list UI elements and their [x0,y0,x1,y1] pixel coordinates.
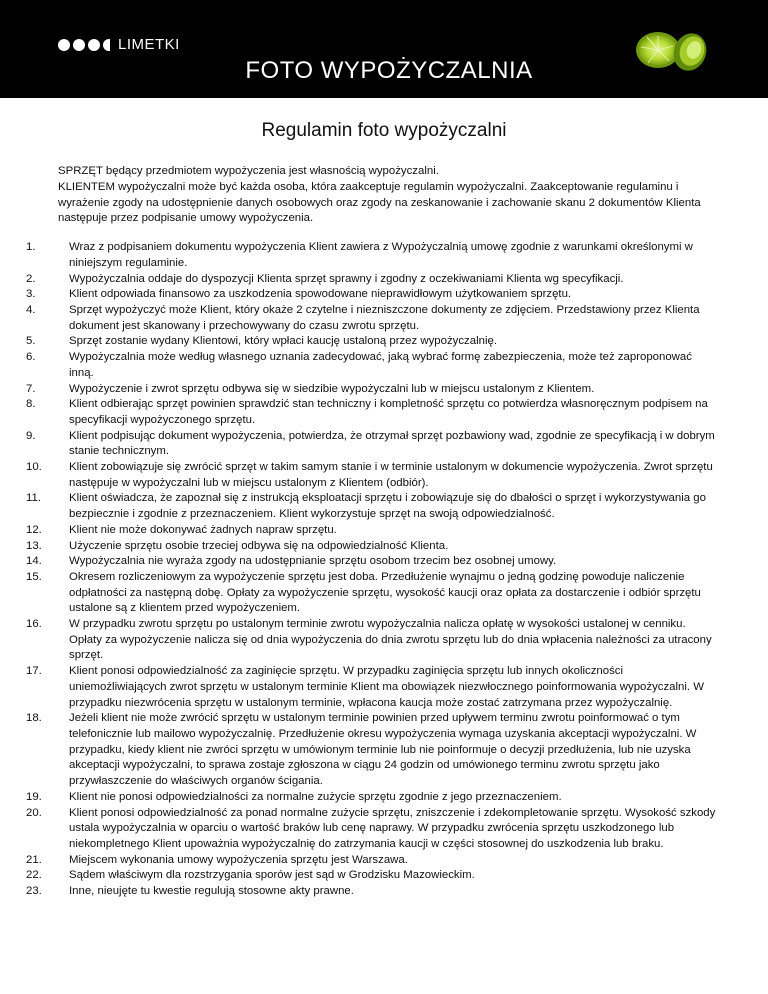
list-item [26,790,718,806]
item-number: 11. [26,492,41,505]
list-item [26,711,718,790]
item-text: Klient nie może dokonywać żadnych napraw sprzętu. [69,523,337,536]
item-number: 2. [26,272,36,285]
item-text: Klient nie ponosi odpowiedzialności za normalne zużycie sprzętu zgodnie z jego przeznaczeniem. [69,790,562,803]
list-item [26,806,718,853]
item-number: 15. [26,570,42,583]
list-item [26,868,718,884]
list-item [26,884,718,900]
intro-block [58,164,710,227]
rules-list [26,240,718,900]
item-number: 4. [26,304,36,316]
item-text: Klient ponosi odpowiedzialność za zaginięcie sprzętu. W przypadku zaginięcia sprzętu lub innych okoliczności uniemożliwiających zwrot sprzętu w ustalonym terminie Klient ma obowiązek niezwłocznego poinformowania wypożyczalni. W przypadku niezwrócenia sprzętu w ustalonym terminie, wpłacona kaucja może zostać zatrzymana przez wypożyczalnię. [69,665,704,709]
item-text: Klient zobowiązuje się zwrócić sprzęt w takim samym stanie i w terminie ustalonym w dokumencie wypożyczenia. Zwrot sprzętu następuje w wypożyczalni lub w miejscu ustalonym z Klientem (odbiór). [69,461,713,489]
item-number: 12. [26,523,42,536]
item-number: 16. [26,618,42,631]
intro-paragraph: SPRZĘT będący przedmiotem wypożyczenia jest własnością wypożyczalni. [58,165,439,177]
item-number: 19. [26,790,42,803]
item-text: Wypożyczalnia może według własnego uznania zadecydować, jaką wybrać formę zabezpieczenia, może też zaproponować inną. [69,351,692,379]
list-item [26,397,718,428]
logo-half-dot-icon [103,39,110,51]
banner-title: FOTO WYPOŻYCZALNIA [245,57,533,84]
list-item [26,287,718,303]
item-text: Wypożyczalnia nie wyraża zgody na udostępnianie sprzętu osobom trzecim bez osobnej umowy. [69,555,557,568]
brand-logo [58,36,180,53]
item-text: Sądem właściwym dla rozstrzygania sporów jest sąd w Grodzisku Mazowieckim. [69,869,475,882]
item-text: Miejscem wykonania umowy wypożyczenia sprzętu jest Warszawa. [69,853,408,866]
list-item [26,554,718,570]
item-text: Wraz z podpisaniem dokumentu wypożyczenia Klient zawiera z Wypożyczalnią umowę zgodnie z warunkami określonymi w niniejszym regulaminie. [69,241,693,269]
item-text: Sprzęt wypożyczyć może Klient, który okaże 2 czytelne i niezniszczone dokumenty ze zdjęciem. Przedstawiony przez Klienta dokument jest skanowany i przechowywany do czasu zwrotu sprzętu. [69,304,700,332]
item-number: 23. [26,885,42,898]
lime-slices-icon [628,20,718,76]
list-item [26,240,718,271]
list-item [26,382,718,398]
item-text: Klient ponosi odpowiedzialność za ponad normalne zużycie sprzętu, zniszczenie i zdekompletowanie sprzętu. Wysokość szkody ustala wypożyczalnia w oparciu o wartość braków lub cenę naprawy. W przypadku zwrócenia sprzętu uszkodzonego lub niekompletnego Klient upoważnia wypożyczalnię do zatrzymania kaucji w części stosownej do uszkodzenia lub braku. [69,806,716,850]
brand-name: LIMETKI [118,36,180,53]
item-text: Klient odpowiada finansowo za uszkodzenia spowodowane nieprawidłowym użytkowaniem sprzętu. [69,288,572,301]
item-number: 9. [26,429,36,442]
item-number: 1. [26,241,36,254]
list-item [26,334,718,350]
item-number: 7. [26,382,36,395]
list-item [26,664,718,711]
intro-paragraph: KLIENTEM wypożyczalni może być każda osoba, która zaakceptuje regulamin wypożyczalni. Zaakceptowanie regulaminu i wyrażenie zgody na udostępnienie danych osobowych oraz zgody na zeskanowanie i zachowanie skanu 2 dokumentów Klienta następuje przez podpisanie umowy wypożyczenia. [58,180,701,225]
item-text: W przypadku zwrotu sprzętu po ustalonym terminie zwrotu wypożyczalnia nalicza opłatę w wysokości ustalonej w cenniku. Opłaty za wypożyczenie nalicza się od dnia wypożyczenia do dnia zwrotu sprzętu lub do dnia wpłacenia należności za utracony sprzęt. [69,618,712,662]
list-item [26,853,718,869]
item-text: Inne, nieujęte tu kwestie regulują stosowne akty prawne. [69,885,354,898]
header-banner [0,0,768,98]
item-text: Jeżeli klient nie może zwrócić sprzętu w ustalonym terminie powinien przed upływem terminu zwrotu poinformować o tym telefonicznie lub mailowo wypożyczalnię. Przedłużenie okresu wypożyczenia wymaga uzyskania akceptacji wypożyczalni. W przypadku, kiedy klient nie zwróci sprzętu w umówionym terminie lub nie poinformuje o decyzji przedłużenia, lub nie uzyska akceptacji wypożyczalni, to sprawa zostaje zgłoszona w ciągu 24 godzin od umówionego terminu zwrotu sprzętu jako przywłaszczenie do właściwych organów ścigania. [69,712,697,788]
page-title: Regulamin foto wypożyczalni [261,120,507,141]
item-number: 18. [26,712,42,725]
item-number: 3. [26,288,36,301]
item-text: Klient odbierając sprzęt powinien sprawdzić stan techniczny i kompletność sprzętu co potwierdza własnoręcznym podpisem na specyfikacji wypożyczonego sprzętu. [69,398,708,426]
list-item [26,460,718,491]
list-item [26,491,718,522]
list-item [26,570,718,617]
item-text: Okresem rozliczeniowym za wypożyczenie sprzętu jest doba. Przedłużenie wynajmu o jedną godzinę powoduje naliczenie odpłatności za następną dobę. Opłaty za wypożyczenie sprzętu, wysokość kaucji oraz opłata za dostarczenie i odbiór sprzętu ustalone są z klientem przed wypożyczeniem. [69,570,701,615]
item-number: 10. [26,461,42,474]
logo-dot-icon [58,39,70,51]
item-text: Klient oświadcza, że zapoznał się z instrukcją eksploatacji sprzętu i zobowiązuje się do dbałości o sprzęt i wykorzystywania go bezpiecznie i zgodnie z przeznaczeniem. Klient wykorzystuje sprzęt na swoją odpowiedzialność. [69,492,706,521]
item-text: Klient podpisując dokument wypożyczenia, potwierdza, że otrzymał sprzęt pozbawiony wad, zgodnie ze specyfikacją i w dobrym stanie technicznym. [69,429,715,458]
item-number: 14. [26,555,42,568]
item-number: 20. [26,806,42,819]
item-text: Wypożyczenie i zwrot sprzętu odbywa się w siedzibie wypożyczalni lub w miejscu ustalonym z Klientem. [69,382,595,395]
item-number: 6. [26,351,36,364]
item-number: 13. [26,539,42,552]
item-text: Wypożyczalnia oddaje do dyspozycji Klienta sprzęt sprawny i zgodny z oczekiwaniami Klienta wg specyfikacji. [69,272,624,285]
logo-dot-icon [73,39,85,51]
item-number: 17. [26,665,42,678]
list-item [26,539,718,555]
list-item [26,303,718,334]
item-text: Użyczenie sprzętu osobie trzeciej odbywa się na odpowiedzialność Klienta. [69,539,449,552]
logo-dot-icon [88,39,100,51]
list-item [26,523,718,539]
item-number: 22. [26,869,42,882]
list-item [26,617,718,664]
item-text: Sprzęt zostanie wydany Klientowi, który wpłaci kaucję ustaloną przez wypożyczalnię. [69,335,497,348]
item-number: 21. [26,853,42,866]
list-item [26,429,718,460]
item-number: 5. [26,335,36,348]
item-number: 8. [26,398,36,411]
list-item [26,272,718,288]
list-item [26,350,718,381]
